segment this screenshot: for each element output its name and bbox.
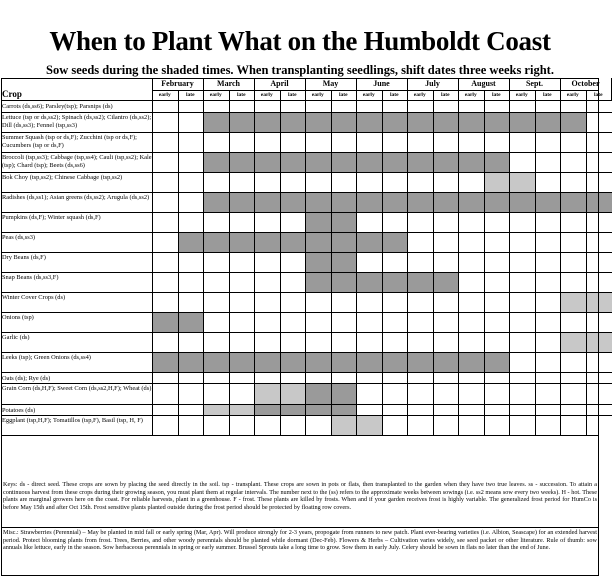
crop-column-header: Crop: [2, 89, 22, 99]
crop-label: Dry Beans (ds,F): [1, 252, 152, 272]
early-subheader: early: [515, 92, 528, 98]
crop-label: Grain Corn (ds,H,F); Sweet Corn (ds,ss2,H,F); Wheat (ds): [1, 383, 152, 404]
crop-label: Peas (ds,ss3): [1, 232, 152, 252]
crop-label: Leeks (tsp); Green Onions (ds,ss4): [1, 352, 152, 372]
early-subheader: early: [464, 92, 477, 98]
month-header: July: [425, 79, 440, 88]
crop-label: Carrots (ds,ss6); Parsley(tsp); Parsnips (ds): [1, 100, 152, 112]
page-title: When to Plant What on the Humboldt Coast: [49, 26, 551, 56]
month-header: Sept.: [525, 79, 544, 88]
keys-note: Keys: ds - direct seed. These crops are sown by placing the seed directly in the soil. tsp - transplant. These crops are sown in pots or flats, then transplanted to the garden when they have two true leaves. ss - succession. To attain a continuous harvest from these crops during their growing season, you must plant them at regular intervals. The number next to the (ss) refers to the approximate weeks between sowings (i.e. ss2 means sow every two weeks). H - hot. These plants are marginal growers here on the coast. For reliable harvests, plant in a greenhouse. F - frost. These plants are killed by frosts. When and if your garden receives frost is highly variable. The generalized frost period for HumCo is before May 15th and after Oct 15th. Frost sensitive plants planted outside during the frost period should be protected by floating row covers.: [3, 481, 597, 512]
crop-label: Bok Choy (tsp,ss2); Chinese Cabbage (tsp,ss2): [1, 172, 152, 192]
crop-label: Snap Beans (ds,ss3,F): [1, 272, 152, 292]
late-subheader: late: [389, 92, 399, 98]
month-header: May: [322, 79, 339, 88]
crop-label: Potatoes (ds): [1, 404, 152, 415]
page-subtitle: Sow seeds during the shaded times. When transplanting seedlings, shift dates three weeks right.: [46, 63, 554, 77]
month-header: June: [373, 79, 390, 88]
late-subheader: late: [287, 92, 297, 98]
month-header: October: [571, 79, 600, 88]
misc-note: Misc.: Strawberries (Perennial) – May be planted in mid fall or early spring (Mar, Apr). Will produce strongly for 2-3 years, propogate from runners to new patch. Plant ever-bearing varieties (i.e. Albion, Seascape) for an extended harvest period. Protect blooming plants from frost. Trees, Berries, and other woody perennials should be planted while dormant (Dec-Feb). Flowers & Herbs – Cultivation varies widely, see seed packet or other literature. Rule of thumb: sow annuals like lettuce, early in the season. Sow herbaceous perennials in spring or early summer. Brussel Sprouts take a long time to grow. Sow them in early July. Celery should be sown in flats no later than the end of June.: [3, 529, 597, 552]
month-header: August: [471, 79, 496, 88]
late-subheader: late: [593, 92, 603, 98]
month-header: March: [217, 79, 240, 88]
crop-label: Radishes (ds,ss1); Asian greens (ds,ss2); Arugula (ds,ss2): [1, 192, 152, 212]
early-subheader: early: [566, 92, 579, 98]
late-subheader: late: [440, 92, 450, 98]
month-header: April: [270, 79, 289, 88]
crop-label: Lettuce (tsp or ds,ss2); Spinach (ds,ss2); Cilantro (ds,ss2); Dill (ds,ss3); Fennel (tsp,ss3): [1, 112, 152, 132]
crop-label: Eggplant (tsp,H,F); Tomatillos (tsp,F), Basil (tsp, H, F): [1, 415, 152, 435]
late-subheader: late: [491, 92, 501, 98]
early-subheader: early: [260, 92, 273, 98]
early-subheader: early: [311, 92, 324, 98]
crop-label: Onions (tsp): [1, 312, 152, 332]
early-subheader: early: [413, 92, 426, 98]
late-subheader: late: [185, 92, 195, 98]
early-subheader: early: [158, 92, 171, 98]
crop-label: Winter Cover Crops (ds): [1, 292, 152, 312]
late-subheader: late: [236, 92, 246, 98]
grid-line: [1, 527, 599, 528]
late-subheader: late: [338, 92, 348, 98]
late-subheader: late: [542, 92, 552, 98]
early-subheader: early: [362, 92, 375, 98]
crop-label: Garlic (ds): [1, 332, 152, 352]
month-header: February: [161, 79, 194, 88]
crop-label: Pumpkins (ds,F); Winter squash (ds,F): [1, 212, 152, 232]
early-subheader: early: [209, 92, 222, 98]
crop-label: Broccoli (tsp,ss3); Cabbage (tsp,ss4); Cauli (tsp,ss2); Kale (tsp); Chard (tsp); Beets (ds,ss6): [1, 152, 152, 172]
crop-label: Summer Squash (tsp or ds,F); Zucchini (tsp or ds,F); Cucumbers (tsp or ds,F): [1, 132, 152, 152]
crop-label: Oats (ds); Rye (ds): [1, 372, 152, 383]
